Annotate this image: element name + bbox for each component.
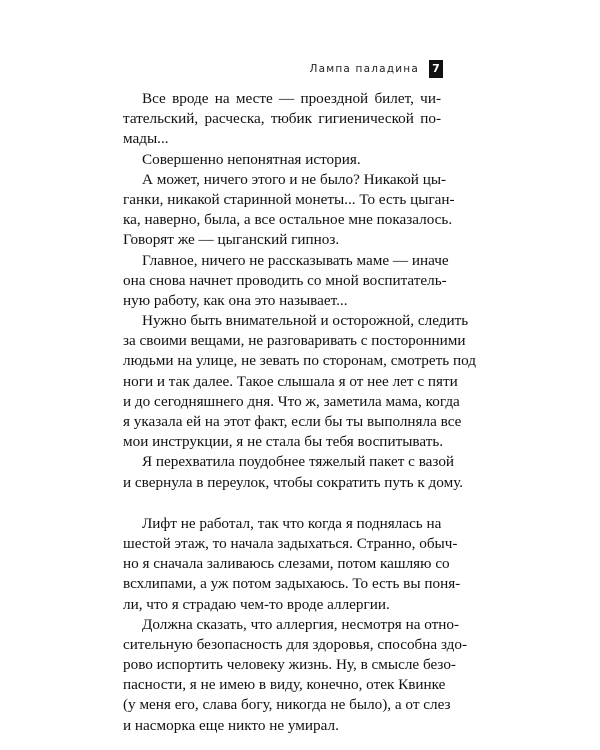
text-line: А может, ничего этого и не было? Никакой цы- <box>142 170 447 188</box>
text-line: ка, наверно, была, а все остальное мне показалось. <box>123 211 453 229</box>
text-line: за своими вещами, не разговаривать с посторонними <box>123 332 466 350</box>
text-line: пасности, я не имею в виду, конечно, отек Квинке <box>123 676 446 694</box>
text-line: шестой этаж, то начала задыхаться. Странно, обыч- <box>123 534 458 552</box>
text-line: мои инструкции, я не стала бы тебя воспитывать. <box>123 433 444 451</box>
text-line: но я сначала заливаюсь слезами, потом кашляю со <box>123 555 450 573</box>
text-line: (у меня его, слава богу, никогда не было), а от слез <box>123 696 451 714</box>
text-line: Я перехватила поудобнее тяжелый пакет с вазой <box>142 453 455 471</box>
text-line: Все вроде на месте — проездной билет, чи- <box>142 90 441 107</box>
text-line: ли, что я страдаю чем-то вроде аллергии. <box>123 595 390 613</box>
text-line: она снова начнет проводить со мной воспитатель- <box>123 271 447 289</box>
book-title: Лампа паладина <box>309 63 419 75</box>
running-head <box>309 60 443 78</box>
text-line: и свернула в переулок, чтобы сократить путь к дому. <box>123 473 464 491</box>
text-line: Должна сказать, что аллергия, несмотря на отно- <box>142 615 460 633</box>
text-line: мады... <box>123 130 169 148</box>
text-line: Нужно быть внимательной и осторожной, следить <box>142 312 469 330</box>
text-line: Главное, ничего не рассказывать маме — иначе <box>142 251 449 269</box>
text-line: людьми на улице, не зевать по сторонам, смотреть под <box>123 352 477 370</box>
body-text <box>123 89 477 736</box>
text-line: я указала ей на этот факт, если бы ты выполняла все <box>123 413 462 430</box>
text-line: ганки, никакой старинной монеты... То есть цыган- <box>123 190 455 208</box>
text-line: ную работу, как она это называет... <box>123 291 348 309</box>
text-line: и до сегодняшнего дня. Что ж, заметила мама, когда <box>123 392 460 410</box>
text-line: и насморка еще никто не умирал. <box>123 716 339 734</box>
text-line: ноги и так далее. Такое слышала я от нее лет с пяти <box>123 372 458 390</box>
text-line: Говорят же — цыганский гипноз. <box>123 231 340 249</box>
text-line: Лифт не работал, так что когда я поднялась на <box>142 514 442 532</box>
text-line: тательский, расческа, тюбик гигиенической по- <box>123 110 441 128</box>
text-line: всхлипами, а уж потом задыхаюсь. То есть вы поня- <box>123 575 461 593</box>
text-line: рово испортить человеку жизнь. Ну, в смысле безо- <box>123 656 456 674</box>
section-break <box>123 493 441 514</box>
text-line: Совершенно непонятная история. <box>142 150 361 168</box>
page-number: 7 <box>429 60 443 78</box>
text-line: сительную безопасность для здоровья, способна здо- <box>123 635 468 653</box>
